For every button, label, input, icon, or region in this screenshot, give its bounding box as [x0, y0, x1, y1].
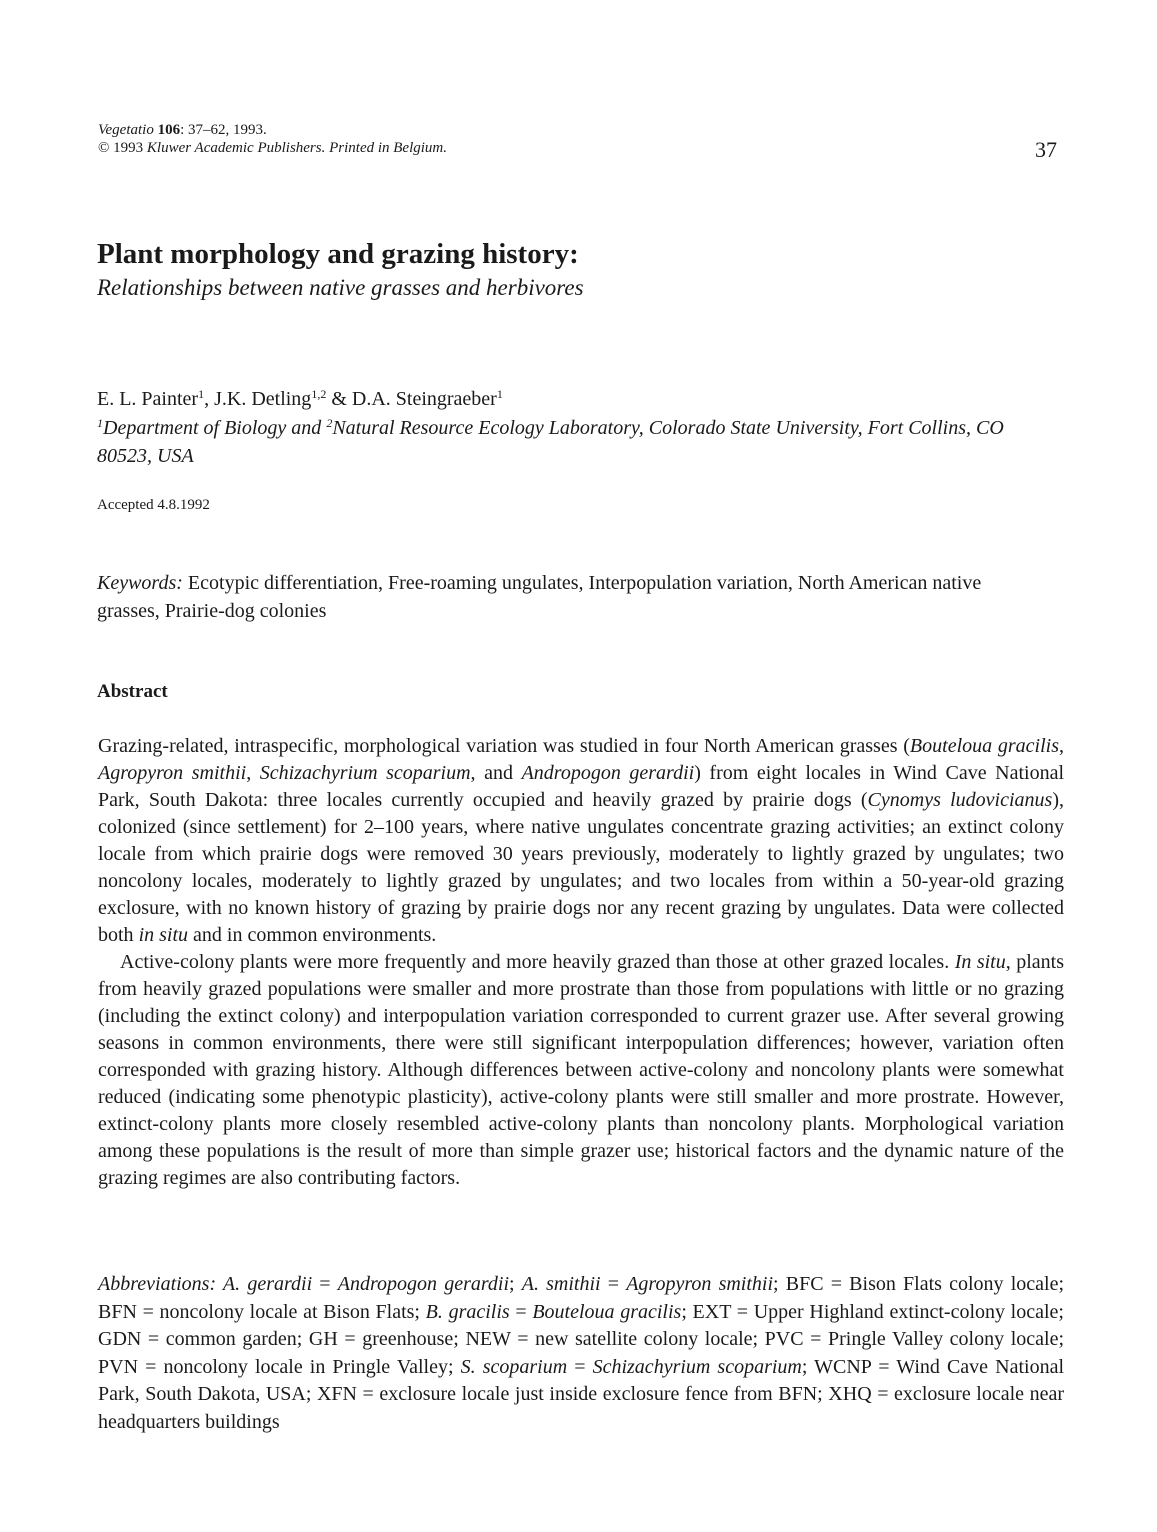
text-run: , plants from heavily grazed populations were smaller and more prostrate than those from populations with little or no grazing (including the extinct colony) and interpopulation variation corresponded to current grazer use. After several growing seasons in common environments, there were still significant interpopulation differences; however, variation often corresponded with grazing history. Although differences between active-colony and noncolony plants were somewhat reduced (indicating some phenotypic plasticity), active-colony plants were still smaller and more prostrate. However, extinct-colony plants more closely resembled active-colony plants than noncolony plants. Morphological variation among these populations is the result of more than simple grazer use; historical factors and the dynamic nature of the grazing regimes are also contributing factors.	[98, 951, 1064, 1189]
author-name: D.A. Steingraeber	[351, 388, 497, 410]
text-run: Active-colony plants were more frequently and more heavily grazed than those at other grazed locales.	[120, 951, 955, 973]
journal-volume: 106	[157, 122, 181, 138]
page-number: 37	[1035, 137, 1057, 162]
italic-text-run: Schizachyrium scoparium	[259, 762, 471, 784]
text-run: ; BFC = Bison Flats colony locale; BFN = noncolony locale at Bison Flats;	[98, 1273, 1065, 1323]
abstract-paragraph	[98, 733, 1064, 949]
affiliation-text: Department of Biology and	[103, 417, 327, 439]
abstract-paragraph	[98, 949, 1064, 1192]
text-run: ; WCNP = Wind Cave National Park, South Dakota, USA; XFN = exclosure locale just inside exclosure fence from BFN; XHQ = exclosure locale near headquarters buildings	[98, 1355, 1065, 1433]
italic-text-run: Andropogon gerardii	[337, 1273, 510, 1295]
author-list	[97, 388, 503, 411]
text-run: =	[509, 1300, 533, 1323]
text-run: ), colonized (since settlement) for 2–100 years, where native ungulates concentrate grazing activities; an extinct colony locale from which prairie dogs were removed 30 years previously, moderately to lightly grazed by ungulates; two noncolony locales, moderately to lightly grazed by ungulates; and two locales from within a 50-year-old grazing exclosure, with no known history of grazing by prairie dogs nor any recent grazing by ungulates. Data were collected both	[98, 789, 1064, 946]
italic-text-run: A. smithii	[521, 1273, 601, 1295]
accepted-date: Accepted 4.8.1992	[97, 497, 210, 513]
affiliation-text: Natural Resource Ecology Laboratory, Colorado State University, Fort Collins, CO 80523, USA	[97, 417, 1004, 467]
italic-text-run: In situ	[954, 951, 1006, 973]
italic-text-run: Agropyron smithii	[98, 762, 247, 784]
author-affiliation-marker: 1	[496, 387, 503, 401]
abstract-body	[98, 733, 1064, 1192]
paper-title: Plant morphology and grazing history:	[97, 238, 579, 270]
author-name: J.K. Detling	[214, 388, 312, 410]
keywords-text: Ecotypic differentiation, Free-roaming ungulates, Interpopulation variation, North American native grasses, Prairie-dog colonies	[97, 572, 982, 622]
author-separator: &	[326, 388, 352, 410]
keywords-label: Keywords:	[97, 572, 183, 594]
italic-text-run: Abbreviations: A. gerardii	[98, 1273, 313, 1295]
italic-text-run: Bouteloua gracilis	[532, 1300, 682, 1323]
italic-text-run: Agropyron smithii	[626, 1273, 774, 1295]
copyright-symbol: ©	[98, 140, 110, 156]
text-run: =	[567, 1355, 593, 1378]
text-run: ; EXT = Upper Highland extinct-colony locale; GDN = common garden; GH = greenhouse; NEW = new satellite colony locale; PVC = Pringle Valley colony locale; PVN = noncolony locale in Pringle Valley;	[98, 1300, 1064, 1378]
journal-name: Vegetatio	[98, 122, 154, 138]
abbreviations	[98, 1271, 1064, 1436]
italic-text-run: Bouteloua gracilis	[909, 735, 1059, 757]
citation-line	[98, 121, 447, 139]
text-run: ) from eight locales in Wind Cave National Park, South Dakota: three locales currently occupied and heavily grazed by prairie dogs (	[98, 762, 1065, 811]
author-affiliation-marker: 1,2	[311, 387, 327, 401]
italic-text-run: Schizachyrium scoparium	[592, 1355, 802, 1378]
copyright-year: 1993	[109, 140, 147, 156]
text-run: , and	[470, 762, 522, 784]
author-affiliation-marker: 1	[198, 387, 205, 401]
text-run: Grazing-related, intraspecific, morphological variation was studied in four North American grasses (	[98, 735, 910, 757]
publisher: Kluwer Academic Publishers. Printed in Belgium.	[146, 140, 448, 156]
text-run: =	[600, 1273, 627, 1295]
text-run: ;	[509, 1273, 522, 1295]
italic-text-run: in situ	[138, 924, 189, 946]
text-run: ,	[1059, 735, 1064, 757]
author-separator: ,	[204, 388, 215, 410]
text-run: =	[312, 1273, 338, 1295]
journal-pages-year: : 37–62, 1993.	[180, 122, 267, 138]
journal-citation	[98, 121, 447, 157]
italic-text-run: Cynomys ludovicianus	[867, 789, 1053, 811]
affiliation-marker: 1	[97, 416, 103, 430]
italic-text-run: B. gracilis	[425, 1300, 510, 1323]
author-name: E. L. Painter	[97, 388, 199, 410]
text-run: and in common environments.	[188, 924, 437, 946]
copyright-line	[98, 139, 447, 157]
affiliation-marker: 2	[326, 416, 333, 430]
paper-subtitle: Relationships between native grasses and herbivores	[97, 275, 584, 300]
author-affiliation	[97, 414, 1037, 470]
keywords	[97, 569, 1027, 625]
text-run: ,	[246, 762, 260, 784]
italic-text-run: S. scoparium	[460, 1355, 568, 1378]
abstract-heading: Abstract	[97, 681, 168, 702]
italic-text-run: Andropogon gerardii	[521, 762, 695, 784]
